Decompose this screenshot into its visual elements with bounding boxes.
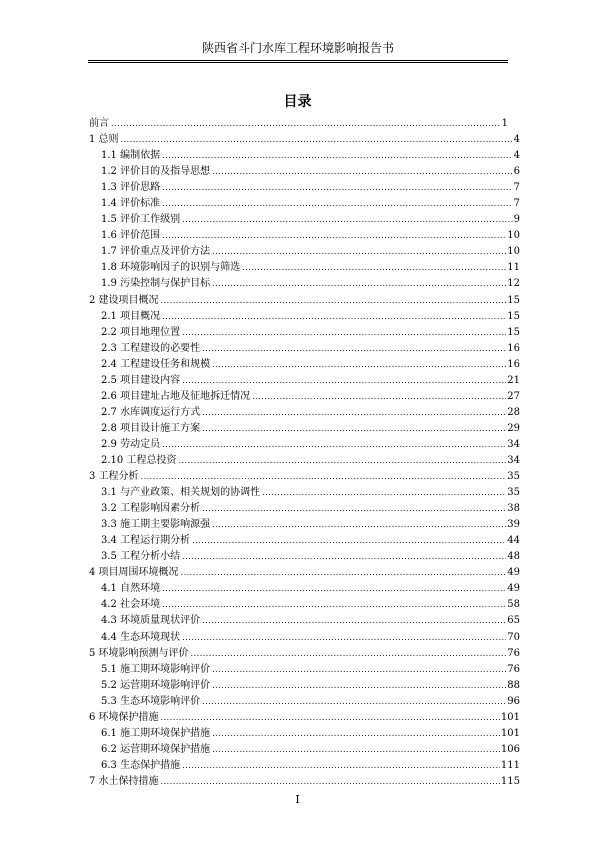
toc-entry-label: 7 水土保持措施: [89, 775, 159, 787]
toc-entry-label: 前言: [89, 118, 109, 129]
toc-entry-page: 1: [501, 118, 508, 129]
toc-dot-leader: [182, 630, 506, 646]
toc-dot-leader: [162, 309, 506, 325]
toc-dot-leader: [191, 646, 507, 662]
toc-entry[interactable]: [89, 293, 520, 309]
toc-entry-label: 2.2 项目地理位置: [101, 326, 181, 338]
toc-subentry[interactable]: [89, 630, 520, 646]
toc-entry-label: 3.1 与产业政策、相关规划的协调性: [101, 487, 261, 499]
toc-entry-page: 65: [507, 615, 520, 627]
toc-dot-leader: [162, 196, 513, 212]
toc-entry-label: 6.1 施工期环境保护措施: [101, 727, 211, 739]
toc-dot-leader: [182, 549, 506, 565]
toc-dot-leader: [162, 148, 513, 164]
toc-entry-page: 58: [507, 599, 520, 611]
toc-subentry[interactable]: [89, 405, 520, 421]
toc-subentry[interactable]: [89, 549, 520, 565]
toc-entry-page: 7: [513, 182, 520, 194]
toc-dot-leader: [202, 341, 506, 357]
toc-entry-page: 4: [513, 150, 520, 162]
toc-subentry[interactable]: [89, 212, 520, 228]
toc-entry-page: 7: [513, 198, 520, 210]
toc-entry-label: 5.1 施工期环境影响评价: [101, 663, 211, 675]
toc-entry-page: 48: [507, 551, 520, 563]
toc-entry[interactable]: [89, 132, 520, 148]
toc-dot-leader: [262, 485, 506, 501]
toc-entry-label: 4.4 生态环境现状: [101, 631, 181, 643]
toc-dot-leader: [212, 742, 500, 758]
toc-entry-page: 39: [507, 519, 520, 531]
toc-entry-page: 38: [507, 503, 520, 515]
toc-entry-label: 1 总则: [89, 134, 119, 146]
toc-subentry[interactable]: [89, 581, 520, 597]
toc-subentry[interactable]: [89, 501, 520, 517]
toc-entry-page: 101: [500, 711, 520, 723]
toc-entry-label: 6 环境保护措施: [89, 711, 159, 723]
toc-entry-page: 101: [500, 727, 520, 739]
toc-subentry[interactable]: [89, 196, 520, 212]
toc-dot-leader: [161, 293, 507, 309]
toc-subentry[interactable]: [89, 389, 520, 405]
toc-dot-leader: [141, 469, 507, 485]
toc-entry-label: 5 环境影响预测与评价: [89, 647, 189, 659]
toc-dot-leader: [202, 501, 506, 517]
toc-subentry[interactable]: [89, 742, 520, 758]
toc-entry-label: 1.7 评价重点及评价方法: [101, 246, 211, 258]
toc-dot-leader: [212, 678, 506, 694]
toc-entry-page: 4: [513, 134, 520, 146]
toc-entry-label: 4.3 环境质量现状评价: [101, 615, 201, 627]
toc-entry-page: 96: [507, 695, 520, 707]
toc-entry-page: 29: [507, 422, 520, 434]
toc-entry-label: 3 工程分析: [89, 471, 139, 483]
toc-subentry[interactable]: [89, 694, 520, 710]
toc-subentry[interactable]: [89, 148, 520, 164]
toc-entry-page: 34: [507, 438, 520, 450]
toc-subentry[interactable]: [89, 164, 520, 180]
toc-entry-label: 2.3 工程建设的必要性: [101, 342, 201, 354]
toc-dot-leader: [178, 453, 506, 469]
toc-entry-label: 3.4 工程运行期分析: [101, 535, 191, 547]
toc-subentry[interactable]: [89, 613, 520, 629]
toc-subentry[interactable]: [89, 373, 520, 389]
toc-subentry[interactable]: [89, 180, 520, 196]
running-header: 陕西省斗门水库工程环境影响报告书: [201, 41, 394, 55]
toc-entry-label: 2.9 劳动定员: [101, 438, 161, 450]
toc-subentry[interactable]: [89, 662, 520, 678]
toc-dot-leader: [182, 373, 506, 389]
toc-entry-label: 2.4 工程建设任务和规模: [101, 358, 211, 370]
toc-entry-page: 35: [507, 471, 520, 483]
toc-entry-label: 2.5 项目建设内容: [101, 374, 181, 386]
toc-subentry[interactable]: [89, 276, 520, 292]
toc-entry-label: 4.2 社会环境: [101, 599, 161, 611]
toc-subentry[interactable]: [89, 341, 520, 357]
toc-entry-page: 27: [507, 390, 520, 402]
toc-subentry[interactable]: [89, 244, 520, 260]
toc-entry-label: 1.8 环境影响因子的识别与筛选: [101, 262, 241, 274]
toc-subentry[interactable]: [89, 758, 520, 774]
toc-entry-label: 2 建设项目概况: [89, 294, 159, 306]
toc-entry-page: 76: [507, 647, 520, 659]
toc-entry-page: 12: [507, 278, 520, 290]
toc-entry-label: 2.8 项目设计施工方案: [101, 422, 201, 434]
toc-dot-leader: [182, 325, 506, 341]
toc-entry[interactable]: [89, 565, 520, 581]
toc-dot-leader: [202, 694, 506, 710]
toc-entry-label: 2.7 水库调度运行方式: [101, 406, 201, 418]
toc-entry-page: 34: [507, 454, 520, 466]
toc-entry-page: 6: [513, 166, 520, 178]
toc-entry-label: 3.5 工程分析小结: [101, 551, 181, 563]
toc-dot-leader: [182, 758, 500, 774]
toc-dot-leader: [212, 517, 506, 533]
toc-dot-leader: [181, 565, 507, 581]
toc-entry-page: 70: [507, 631, 520, 643]
toc-dot-leader: [111, 116, 501, 132]
toc-entry-page: 15: [507, 310, 520, 322]
toc-entry-page: 111: [500, 759, 520, 771]
toc-dot-leader: [212, 276, 506, 292]
toc-dot-leader: [192, 533, 506, 549]
toc-dot-leader: [162, 581, 506, 597]
toc-entry-page: 21: [507, 374, 520, 386]
page-number: I: [295, 793, 300, 806]
toc-entry-label: 1.3 评价思路: [101, 182, 161, 194]
toc-subentry[interactable]: [89, 357, 520, 373]
toc-entry-label: 5.3 生态环境影响评价: [101, 695, 201, 707]
toc-entry-label: 2.6 项目建址占地及征地拆迁情况: [101, 390, 251, 402]
toc-dot-leader: [242, 260, 506, 276]
toc-dot-leader: [182, 212, 513, 228]
toc-entry-page: 44: [507, 535, 520, 547]
toc-subentry[interactable]: [89, 228, 520, 244]
toc-entry-page: 49: [507, 567, 520, 579]
toc-dot-leader: [162, 597, 506, 613]
toc-entry-label: 4 项目周围环境概况: [89, 567, 179, 579]
toc-entry-page: 28: [507, 406, 520, 418]
toc-entry-label: 1.2 评价目的及指导思想: [101, 166, 211, 178]
toc-entry-page: 106: [500, 743, 520, 755]
toc-entry-label: 1.5 评价工作级别: [101, 214, 181, 226]
toc-subentry[interactable]: [89, 325, 520, 341]
toc-dot-leader: [212, 726, 500, 742]
toc-dot-leader: [161, 774, 500, 790]
toc-entry-page: 115: [500, 775, 520, 787]
toc-entry-label: 1.4 评价标准: [101, 198, 161, 210]
toc-entry-label: 2.1 项目概况: [101, 310, 161, 322]
toc-entry-page: 35: [507, 487, 520, 499]
toc-dot-leader: [202, 405, 506, 421]
toc-entry-page: 15: [507, 326, 520, 338]
toc-dot-leader: [202, 613, 506, 629]
toc-dot-leader: [162, 437, 506, 453]
toc-dot-leader: [212, 662, 506, 678]
toc-entry-page: 15: [507, 294, 520, 306]
toc-entry[interactable]: [89, 774, 520, 790]
toc-entry-page: 11: [507, 262, 520, 274]
toc-entry-page: 9: [513, 214, 520, 226]
toc-entry[interactable]: [89, 710, 520, 726]
toc-dot-leader: [252, 389, 506, 405]
toc-entry-label: 3.2 工程影响因素分析: [101, 503, 201, 515]
toc-entry-label: 4.1 自然环境: [101, 583, 161, 595]
toc-subentry[interactable]: [89, 260, 520, 276]
toc-subentry[interactable]: [89, 421, 520, 437]
toc-subentry[interactable]: [89, 517, 520, 533]
toc-entry-page: 16: [507, 342, 520, 354]
toc-entry-label: 1.1 编制依据: [101, 150, 161, 162]
toc-dot-leader: [162, 228, 506, 244]
toc-subentry[interactable]: [89, 726, 520, 742]
toc-entry-page: 10: [507, 230, 520, 242]
toc-entry-label: 3.3 施工期主要影响源强: [101, 519, 211, 531]
toc-subentry[interactable]: [89, 533, 520, 549]
table-of-contents: [89, 116, 520, 790]
toc-subentry[interactable]: [89, 485, 520, 501]
toc-entry-page: 88: [507, 679, 520, 691]
toc-dot-leader: [162, 180, 513, 196]
toc-subentry[interactable]: [89, 437, 520, 453]
toc-dot-leader: [202, 421, 506, 437]
toc-dot-leader: [121, 132, 513, 148]
toc-entry-label: 1.9 污染控制与保护目标: [101, 278, 211, 290]
toc-entry-page: 49: [507, 583, 520, 595]
toc-dot-leader: [212, 164, 513, 180]
toc-subentry[interactable]: [89, 678, 520, 694]
toc-entry[interactable]: [89, 646, 520, 662]
toc-dot-leader: [212, 357, 506, 373]
toc-entry-label: 1.6 评价范围: [101, 230, 161, 242]
toc-entry[interactable]: [89, 116, 520, 132]
toc-entry-label: 5.2 运营期环境影响评价: [101, 679, 211, 691]
toc-entry-label: 2.10 工程总投资: [101, 454, 177, 466]
toc-entry-page: 16: [507, 358, 520, 370]
toc-entry[interactable]: [89, 469, 520, 485]
toc-dot-leader: [161, 710, 500, 726]
toc-subentry[interactable]: [89, 597, 520, 613]
toc-subentry[interactable]: [89, 309, 520, 325]
header-rule-thin: [88, 62, 508, 63]
toc-entry-page: 10: [507, 246, 520, 258]
toc-title: 目录: [283, 94, 312, 110]
toc-subentry[interactable]: [89, 453, 520, 469]
toc-entry-label: 6.3 生态保护措施: [101, 759, 181, 771]
header-rule: [88, 60, 508, 61]
toc-entry-label: 6.2 运营期环境保护措施: [101, 743, 211, 755]
toc-entry-page: 76: [507, 663, 520, 675]
toc-dot-leader: [212, 244, 506, 260]
